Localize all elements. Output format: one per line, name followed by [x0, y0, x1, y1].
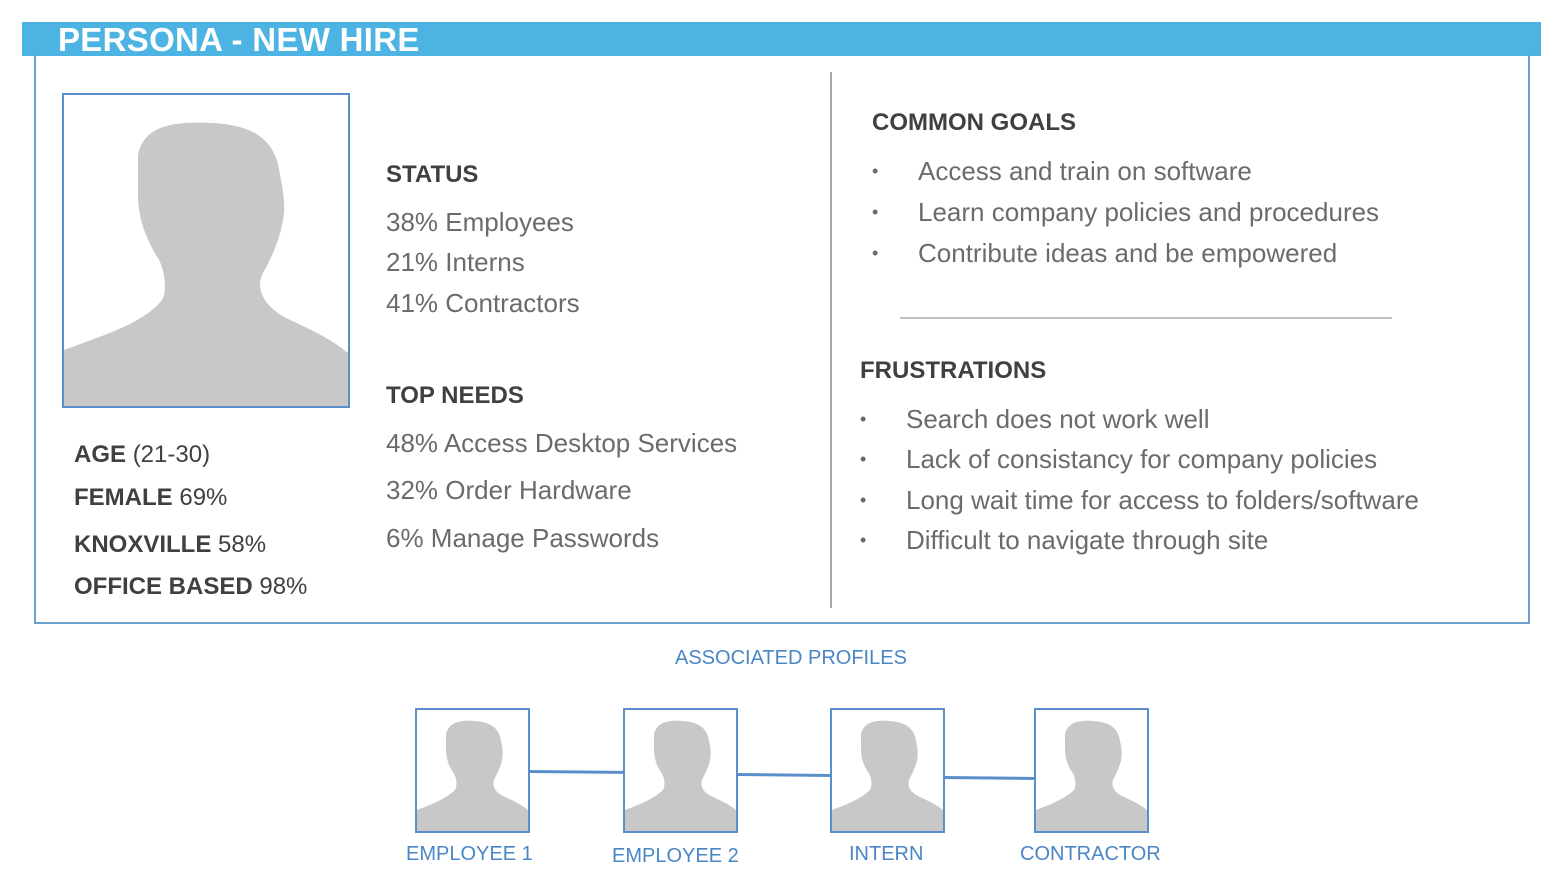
status-item: 21% Interns: [386, 247, 525, 277]
persona-avatar-icon: [62, 93, 350, 408]
top-needs-item: 6% Manage Passwords: [386, 523, 660, 553]
demographic-value: 98%: [259, 573, 308, 600]
person-silhouette-icon: [64, 95, 348, 406]
bullet-icon: •: [872, 243, 879, 263]
person-silhouette-icon: [1036, 710, 1147, 831]
demographic-value: 58%: [218, 531, 267, 558]
bullet-icon: •: [860, 409, 867, 429]
associated-profiles-title: ASSOCIATED PROFILES: [675, 647, 907, 669]
person-silhouette-icon: [417, 710, 528, 831]
bullet-icon: •: [872, 202, 879, 222]
demographic-label: OFFICE BASED: [74, 573, 253, 600]
goal-text: Contribute ideas and be empowered: [918, 238, 1338, 268]
demographic-value: (21-30): [132, 441, 211, 468]
frustration-text: Search does not work well: [906, 404, 1210, 434]
profile-label-employee-1[interactable]: EMPLOYEE 1: [406, 843, 533, 865]
page-title: PERSONA - NEW HIRE: [58, 21, 420, 58]
common-goals-heading: COMMON GOALS: [872, 109, 1076, 136]
demographic-value: 69%: [179, 484, 228, 511]
profile-avatar-intern[interactable]: [830, 708, 945, 833]
goal-text: Learn company policies and procedures: [918, 197, 1380, 227]
top-needs-heading: TOP NEEDS: [386, 382, 524, 409]
column-divider: [830, 72, 832, 608]
demographic-label: KNOXVILLE: [74, 531, 212, 558]
profile-label-intern[interactable]: INTERN: [849, 843, 924, 865]
profile-connector: [528, 770, 624, 774]
status-item: 41% Contractors: [386, 288, 580, 318]
bullet-icon: •: [860, 449, 867, 469]
bullet-icon: •: [872, 161, 879, 181]
profile-avatar-employee-1[interactable]: [415, 708, 530, 833]
demographic-office: [74, 573, 307, 601]
person-silhouette-icon: [625, 710, 736, 831]
top-needs-item: 48% Access Desktop Services: [386, 428, 738, 458]
profile-connector: [736, 773, 831, 777]
top-needs-item: 32% Order Hardware: [386, 475, 632, 505]
demographic-label: FEMALE: [74, 484, 173, 511]
frustration-text: Difficult to navigate through site: [906, 525, 1269, 555]
profile-connector: [943, 776, 1035, 780]
demographic-location: [74, 531, 266, 559]
profile-avatar-contractor[interactable]: [1034, 708, 1149, 833]
bullet-icon: •: [860, 530, 867, 550]
section-divider: [900, 317, 1392, 319]
frustration-text: Long wait time for access to folders/software: [906, 485, 1420, 515]
demographic-gender: [74, 484, 227, 512]
bullet-icon: •: [860, 490, 867, 510]
status-heading: STATUS: [386, 161, 479, 188]
frustrations-heading: FRUSTRATIONS: [860, 357, 1047, 384]
goal-text: Access and train on software: [918, 156, 1252, 186]
profile-label-contractor[interactable]: CONTRACTOR: [1020, 843, 1161, 865]
demographic-label: AGE: [74, 441, 127, 468]
demographic-age: [74, 441, 210, 469]
status-item: 38% Employees: [386, 207, 574, 237]
profile-label-employee-2[interactable]: EMPLOYEE 2: [612, 845, 739, 867]
profile-avatar-employee-2[interactable]: [623, 708, 738, 833]
person-silhouette-icon: [832, 710, 943, 831]
frustration-text: Lack of consistancy for company policies: [906, 444, 1378, 474]
